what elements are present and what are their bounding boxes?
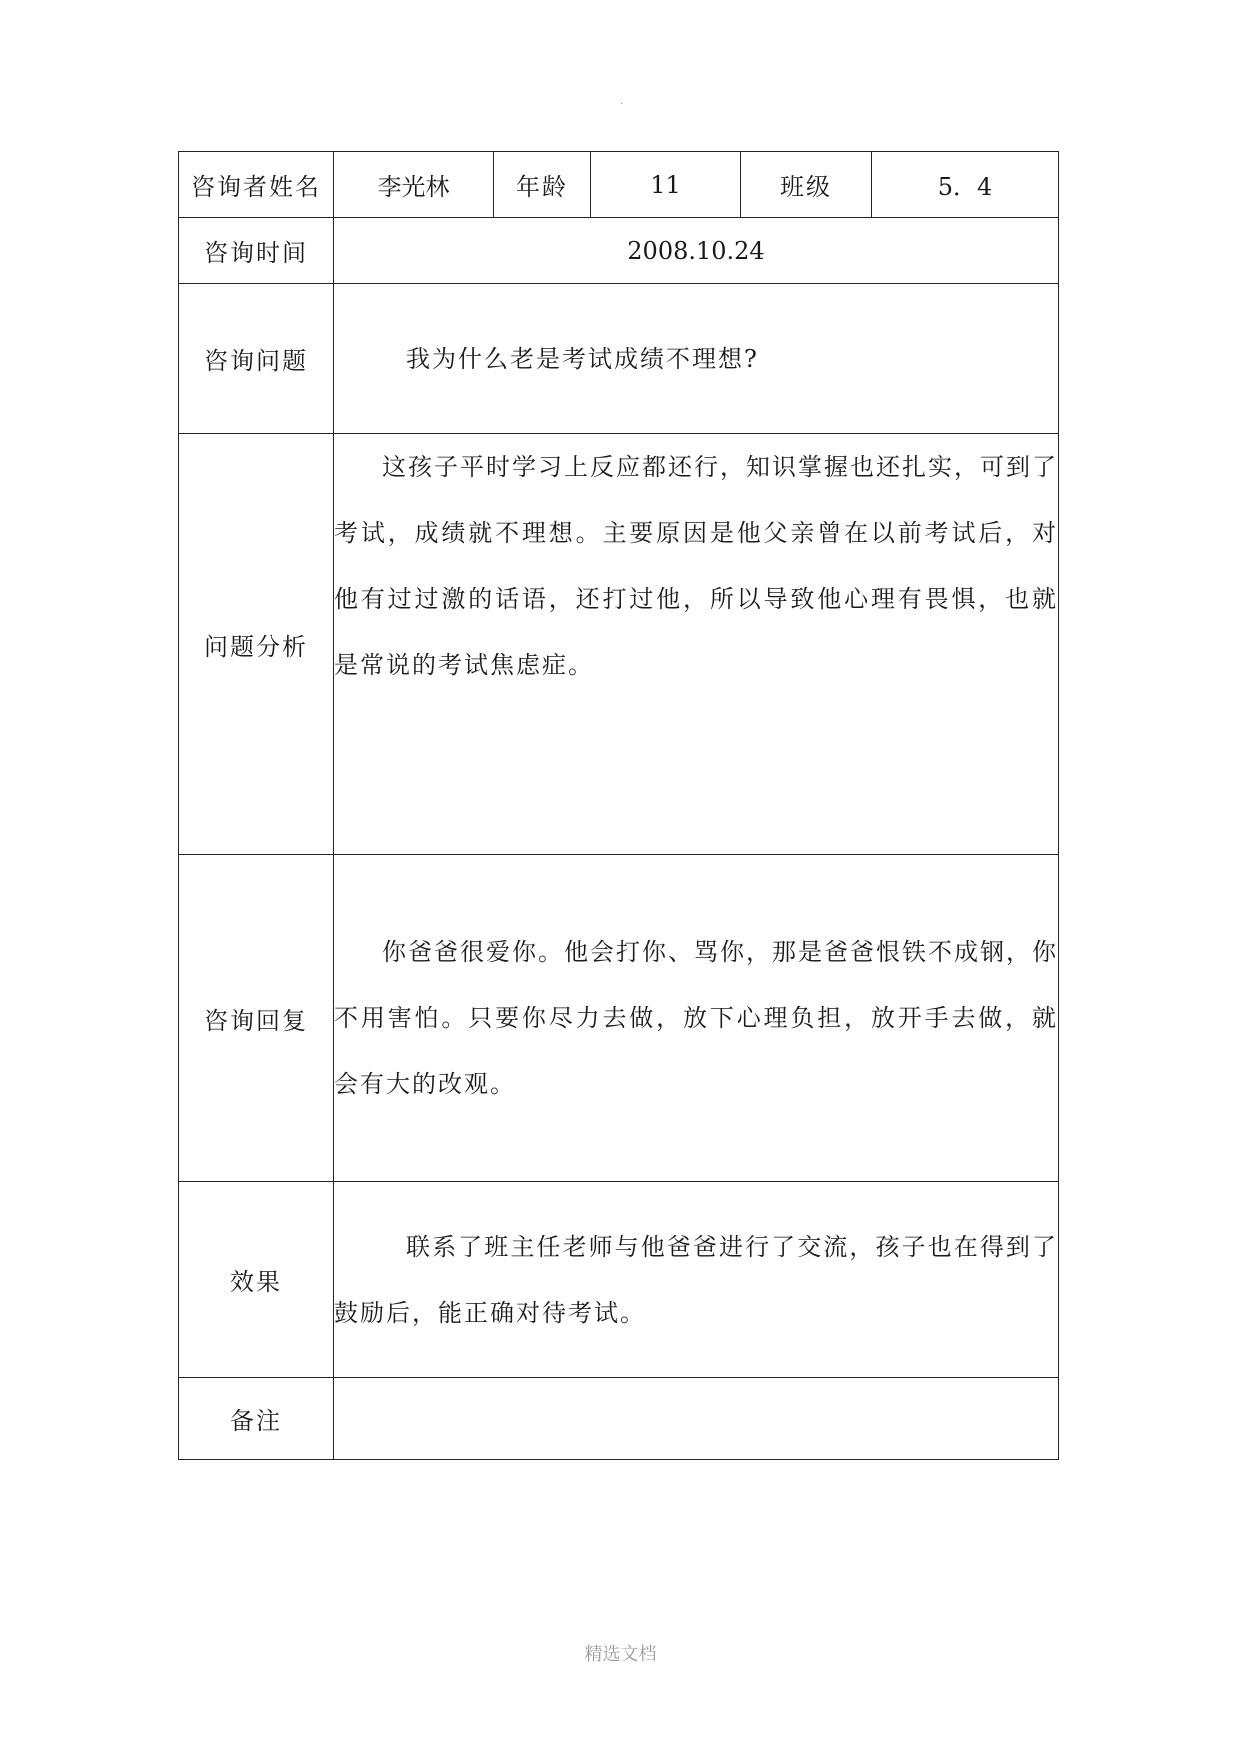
- consultation-form-table: [178, 151, 1059, 1460]
- table-row: [179, 218, 1059, 284]
- footer-text: 精选文档: [584, 1644, 657, 1665]
- table-row: [179, 152, 1059, 218]
- table-row: [179, 1378, 1059, 1460]
- remarks-label: 备注: [179, 1378, 334, 1460]
- question-label: 咨询问题: [179, 284, 334, 434]
- table-row: [179, 284, 1059, 434]
- class-label: 班级: [741, 152, 872, 218]
- effect-cell: [334, 1182, 1059, 1378]
- analysis-cell: [334, 434, 1059, 855]
- age-value: 11: [591, 152, 741, 218]
- remarks-cell: [334, 1378, 1059, 1460]
- name-value: 李光林: [334, 152, 494, 218]
- reply-text: 你爸爸很爱你。他会打你、骂你，那是爸爸恨铁不成钢，你不用害怕。只要你尽力去做，放下心理负担，放开手去做，就会有大的改观。: [334, 938, 1058, 1098]
- time-label: 咨询时间: [179, 218, 334, 284]
- header-dot: .: [620, 96, 624, 107]
- age-label: 年龄: [494, 152, 591, 218]
- reply-cell: [334, 855, 1059, 1182]
- analysis-label: 问题分析: [179, 434, 334, 855]
- table-row: [179, 434, 1059, 855]
- effect-text: 联系了班主任老师与他爸爸进行了交流，孩子也在得到了鼓励后，能正确对待考试。: [334, 1232, 1058, 1327]
- time-value: 2008.10.24: [334, 218, 1059, 284]
- reply-label: 咨询回复: [179, 855, 334, 1182]
- question-cell: [334, 284, 1059, 434]
- table-row: [179, 855, 1059, 1182]
- effect-label: 效果: [179, 1182, 334, 1378]
- class-value: 5．4: [872, 152, 1059, 218]
- table-row: [179, 1182, 1059, 1378]
- analysis-text: 这孩子平时学习上反应都还行，知识掌握也还扎实，可到了考试，成绩就不理想。主要原因是他父亲曾在以前考试后，对他有过过激的话语，还打过他，所以导致他心理有畏惧，也就是常说的考试焦虑症。: [334, 453, 1058, 679]
- name-label: 咨询者姓名: [179, 152, 334, 218]
- question-text: 我为什么老是考试成绩不理想?: [406, 344, 759, 373]
